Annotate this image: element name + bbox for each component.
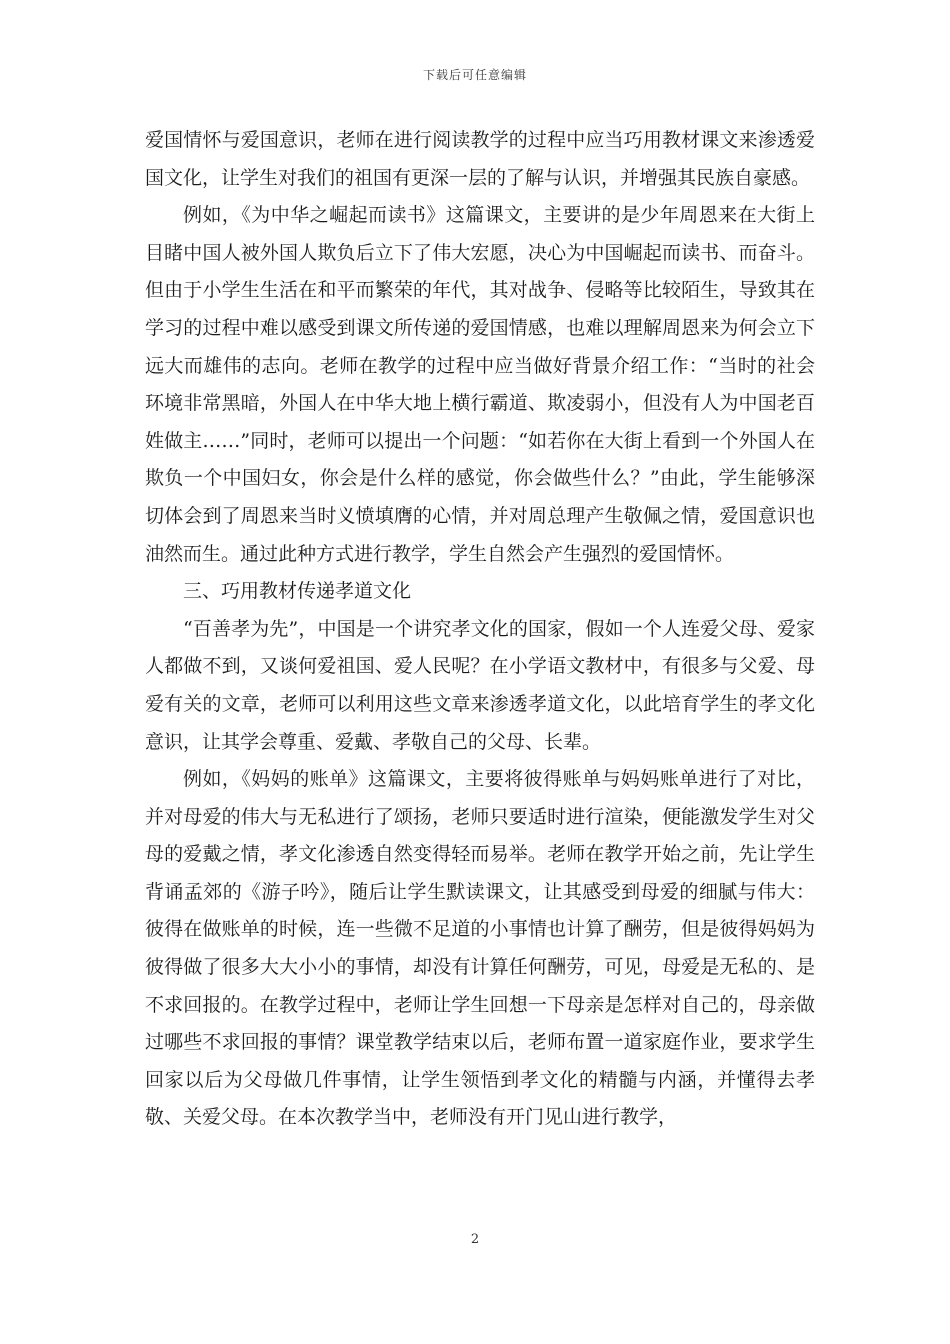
page-number: 2	[470, 1232, 480, 1247]
paragraph: “百善孝为先”，中国是一个讲究孝文化的国家，假如一个人连爱父母、爱家人都做不到，又谈何爱祖国、爱人民呢？在小学语文教材中，有很多与父爱、母爱有关的文章，老师可以利用这些文章来渗透孝道文化，以此培育学生的孝文化意识，让其学会尊重、爱戴、孝敬自己的父母、长辈。	[145, 617, 815, 753]
paragraph: 例如，《为中华之崛起而读书》这篇课文，主要讲的是少年周恩来在大街上目睹中国人被外国人欺负后立下了伟大宏愿，决心为中国崛起而读书、而奋斗。但由于小学生生活在和平而繁荣的年代，其对战争、侵略等比较陌生，导致其在学习的过程中难以感受到课文所传递的爱国情感，也难以理解周恩来为何会立下远大而雄伟的志向。老师在教学的过程中应当做好背景介绍工作：“当时的社会环境非常黑暗，外国人在中华大地上横行霸道、欺凌弱小，但没有人为中国老百姓做主……”同时，老师可以提出一个问题：“如若你在大街上看到一个外国人在欺负一个中国妇女，你会是什么样的感觉，你会做些什么？”由此，学生能够深切体会到了周恩来当时义愤填膺的心情，并对周总理产生敬佩之情，爱国意识也油然而生。通过此种方式进行教学，学生自然会产生强烈的爱国情怀。	[145, 204, 815, 565]
section-heading: 三、巧用教材传递孝道文化	[183, 580, 412, 603]
document-body	[145, 122, 815, 1137]
paragraph: 爱国情怀与爱国意识，老师在进行阅读教学的过程中应当巧用教材课文来渗透爱国文化，让学生对我们的祖国有更深一层的了解与认识，并增强其民族自豪感。	[145, 129, 815, 189]
paragraph: 例如，《妈妈的账单》这篇课文，主要将彼得账单与妈妈账单进行了对比，并对母爱的伟大与无私进行了颂扬，老师只要适时进行渲染，便能激发学生对父母的爱戴之情，孝文化渗透自然变得轻而易举。老师在教学开始之前，先让学生背诵孟郊的《游子吟》，随后让学生默读课文，让其感受到母爱的细腻与伟大：彼得在做账单的时候，连一些微不足道的小事情也计算了酬劳，但是彼得妈妈为彼得做了很多大大小小的事情，却没有计算任何酬劳，可见，母爱是无私的、是不求回报的。在教学过程中，老师让学生回想一下母亲是怎样对自己的，母亲做过哪些不求回报的事情？课堂教学结束以后，老师布置一道家庭作业，要求学生回家以后为父母做几件事情，让学生领悟到孝文化的精髓与内涵，并懂得去孝敬、关爱父母。在本次教学当中，老师没有开门见山进行教学，	[145, 768, 815, 1129]
page-header: 下载后可任意编辑	[422, 68, 527, 82]
